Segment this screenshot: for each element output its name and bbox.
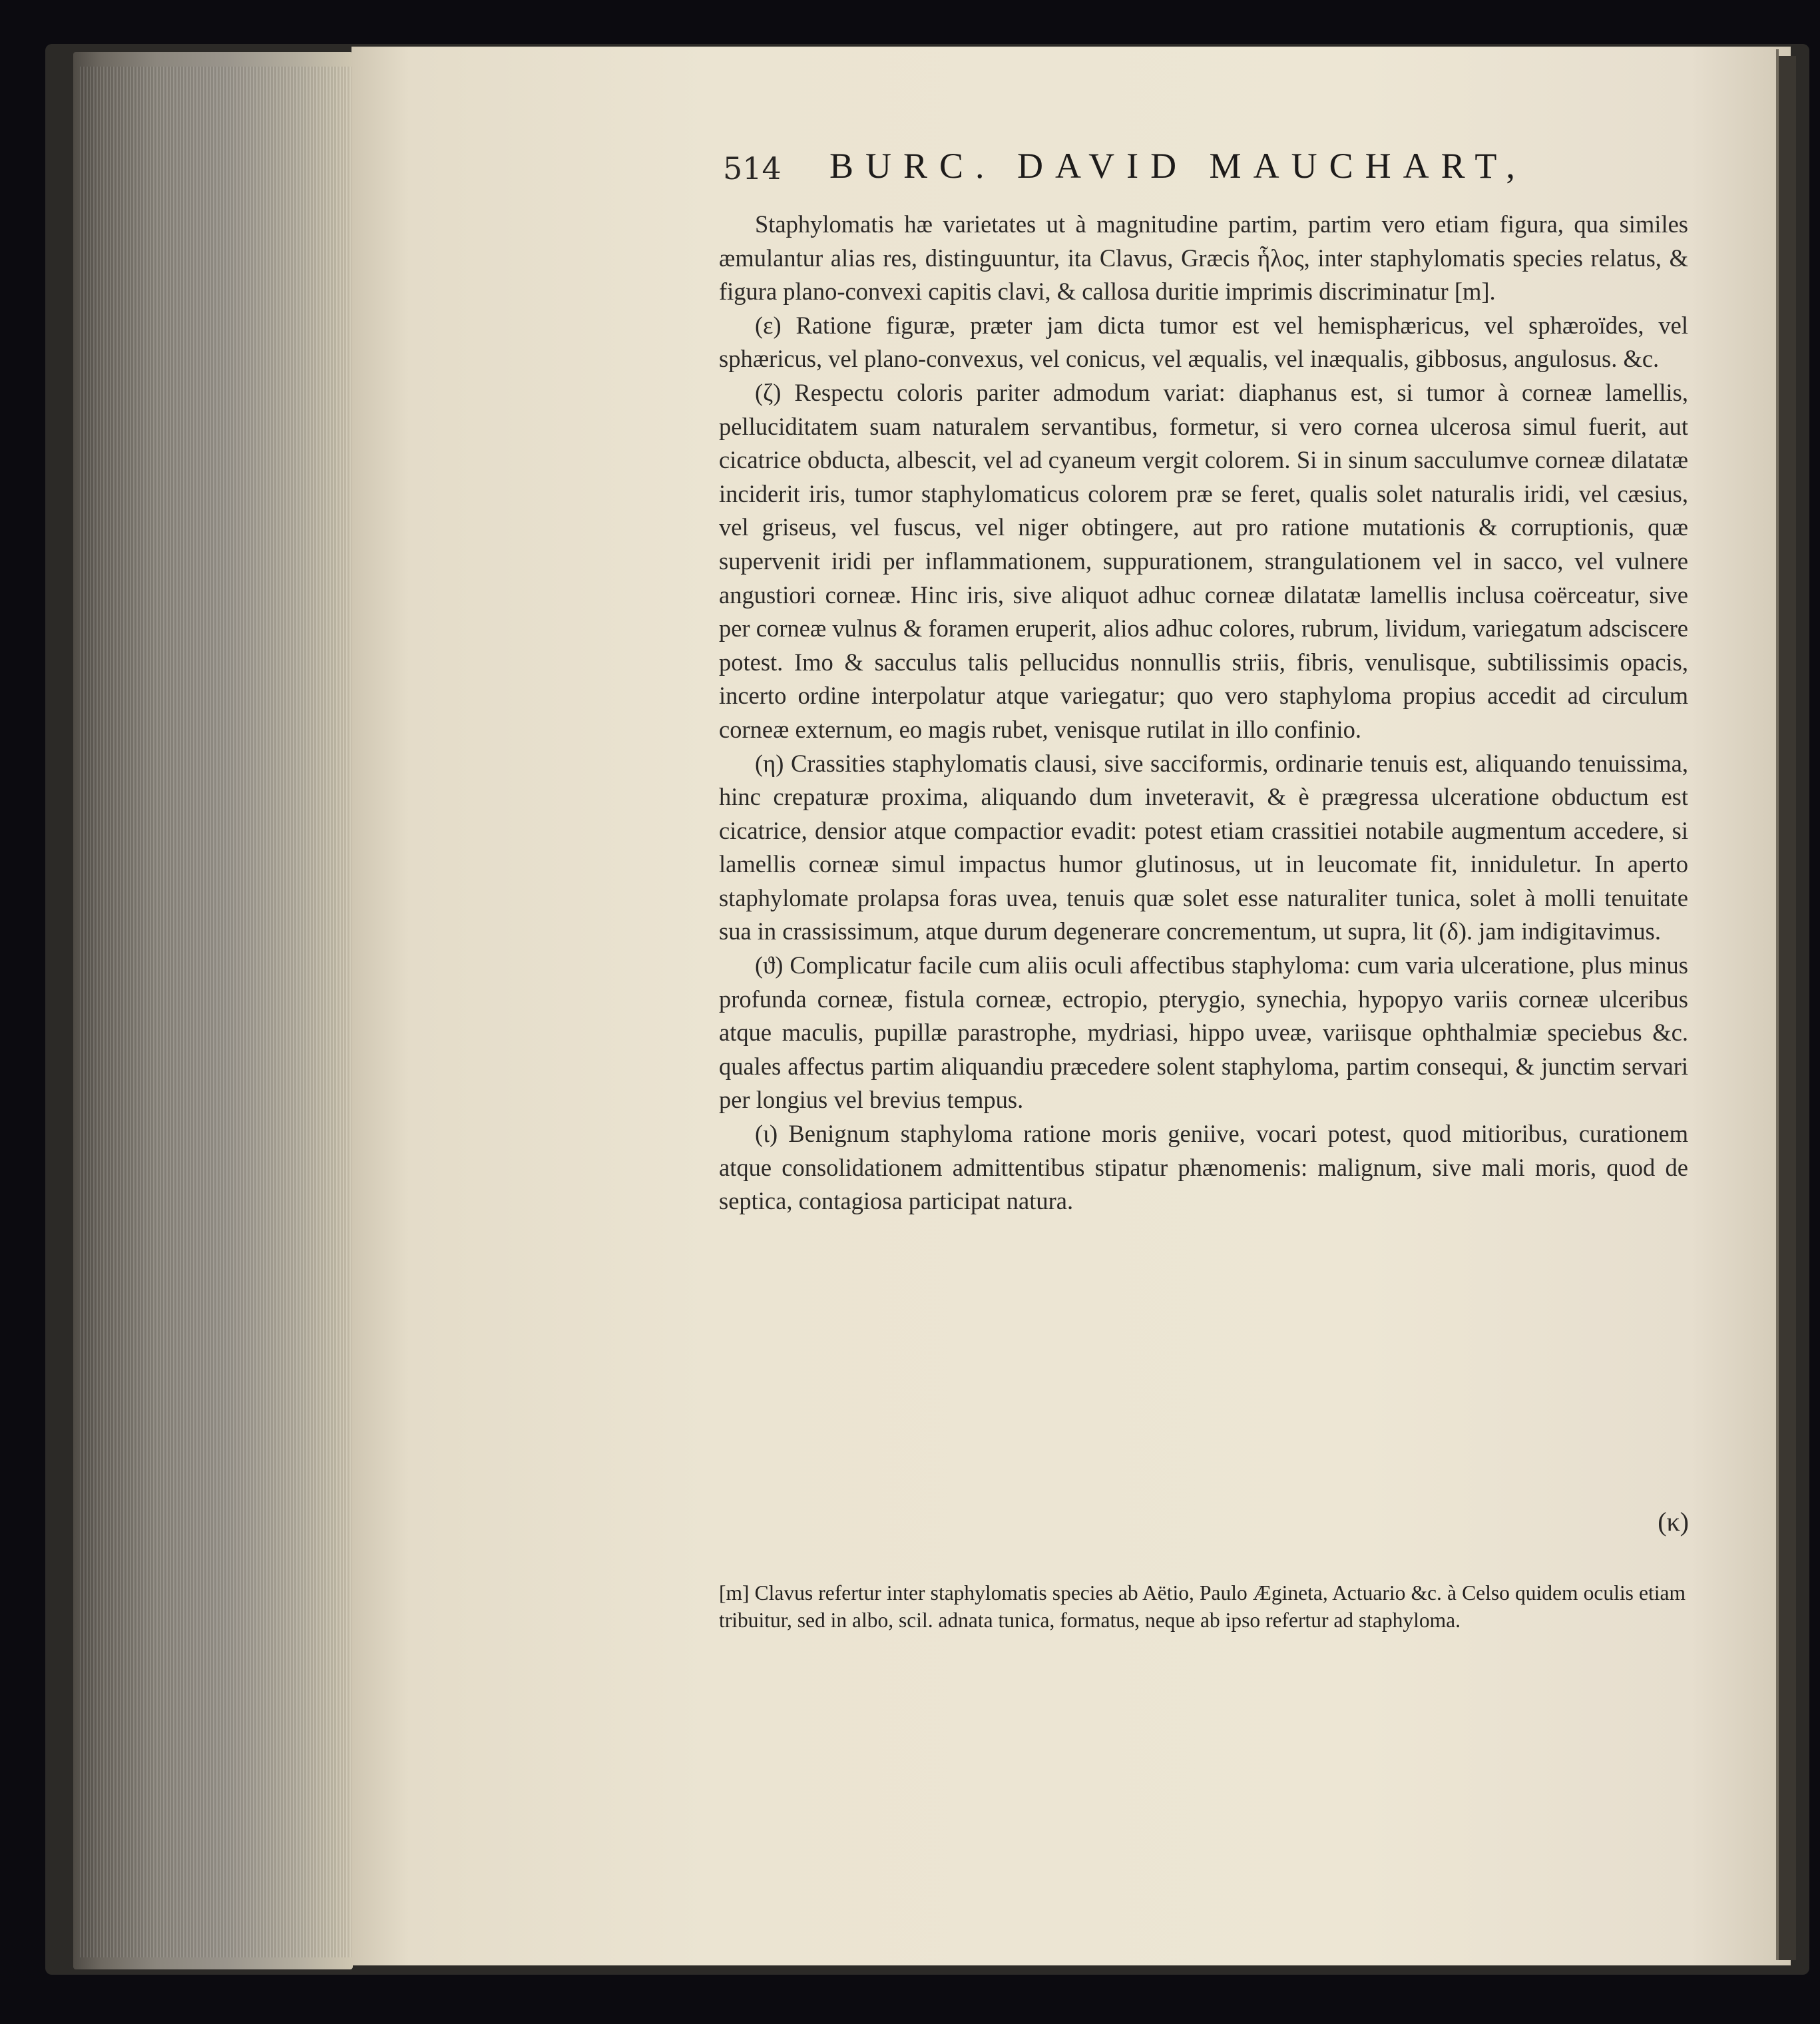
- paragraph-epsilon-figura: (ε) Ratione figuræ, præter jam dicta tumor est vel hemisphæricus, vel sphæroïdes, vel sphæricus, vel plano-convexus, vel conicus, vel æqualis, vel inæqualis, gibbosus, angulosus. &c.: [719, 311, 1688, 373]
- page-number: 514: [723, 150, 782, 186]
- main-text: [719, 208, 1688, 1218]
- running-title: BURC. DAVID MAUCHART,: [829, 146, 1527, 186]
- page-header: [723, 145, 1687, 198]
- paragraph-clavus: Staphylomatis hæ varietates ut à magnitudine partim, partim vero etiam figura, qua similes æmulantur alias res, distinguuntur, ita Clavus, Græcis ἧλος, inter staphylomatis species relatus, & figura plano-convexi capitis clavi, & callosa duritie imprimis discriminatur [m].: [719, 210, 1688, 306]
- catchword: (κ): [1658, 1507, 1689, 1537]
- paragraph-iota-benignum: (ι) Benignum staphyloma ratione moris geniive, vocari potest, quod mitioribus, curationem atque consolidationem admittentibus stipatur phænomenis: malignum, sive mali moris, quod de septica, contagiosa participat natura.: [719, 1120, 1688, 1215]
- facing-page-edge: [1779, 56, 1796, 1960]
- paragraph-eta-crassities: (η) Crassities staphylomatis clausi, sive sacciformis, ordinarie tenuis est, aliquando tenuissima, hinc crepaturæ proxima, aliquando dum inveteravit, & è prægressa ulceratione obductum est cicatrice, densior atque compactior evadit: potest etiam crassitiei notabile augmentum accedere, si lamellis corneæ simul impactus humor glutinosus, ut in leucomate fit, inniduletur. In aperto staphylomate prolapsa foras uvea, tenuis quæ solet esse naturaliter tunica, solet à molli tenuitate sua in crassissimum, atque durum degenerare concrementum, ut supra, lit (δ). jam indigitavimus.: [719, 749, 1688, 945]
- paragraph-zeta-color: (ζ) Respectu coloris pariter admodum variat: diaphanus est, si tumor à corneæ lamellis, pelluciditatem suam naturalem servantibus, formetur, si vero cornea ulcerosa simul fuerit, aut cicatrice obducta, albescit, vel ad cyaneum vergit colorem. Si in sinum sacculumve corneæ dilatatæ inciderit iris, tumor staphylomaticus colorem præ se feret, qualis solet naturalis iridi, vel cæsius, vel griseus, vel fuscus, vel niger obtingere, aut pro ratione mutationis & corruptionis, quæ supervenit iridi per inflammationem, suppurationem, strangulationem vel in sacco, vel vulnere angustiori corneæ. Hinc iris, sive aliquot adhuc corneæ dilatatæ lamellis inclusa coërceatur, sive per corneæ vulnus & foramen eruperit, alios adhuc colores, rubrum, lividum, variegatum adsciscere potest. Imo & sacculus talis pellucidus nonnullis striis, fibris, venulisque, subtilissimis opacis, incerto ordine interpolatur atque variegatur; quo vero staphyloma propius accedit ad circulum corneæ externum, eo magis rubet, venisque rutilat in illo confinio.: [719, 378, 1688, 743]
- footnote: [m] Clavus refertur inter staphylomatis species ab Aëtio, Paulo Ægineta, Actuario &c. à Celso quidem oculis etiam tribuitur, sed in albo, scil. adnata tunica, formatus, neque ab ipso refertur ad staphyloma.: [719, 1581, 1686, 1632]
- paragraph-theta-complicatur: (ϑ) Complicatur facile cum aliis oculi affectibus staphyloma: cum varia ulceratione, plus minus profunda corneæ, fistula corneæ, ectropio, pterygio, synechia, hypopyo variis corneæ ulceribus atque maculis, pupillæ parastrophe, mydriasi, hippo uveæ, variisque ophthalmiæ speciebus &c. quales affectus partim aliquandiu præcedere solent staphyloma, partim consequi, & junctim servari per longius vel brevius tempus.: [719, 951, 1688, 1114]
- fore-edge-texture: [80, 67, 351, 1957]
